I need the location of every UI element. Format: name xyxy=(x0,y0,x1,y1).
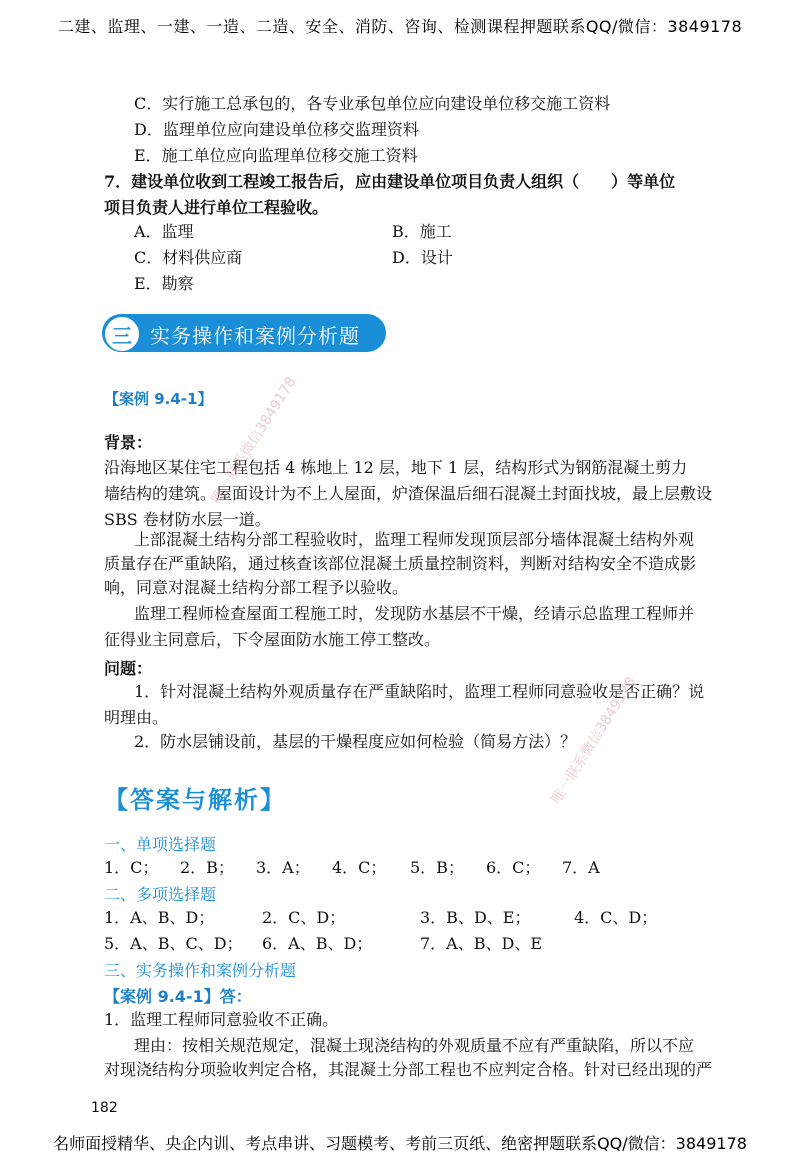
case-line: 沿海地区某住宅工程包括 4 栋地上 12 层，地下 1 层，结构形式为钢筋混凝土剪力 xyxy=(104,458,688,477)
case-answer-section-title: 三、实务操作和案例分析题 xyxy=(104,961,297,980)
single-answer: 3．A； xyxy=(256,858,310,877)
single-answer: 6．C； xyxy=(486,858,541,877)
case-line: 质量存在严重缺陷，通过核查该部位混凝土质量控制资料，判断对结构安全不造成影 xyxy=(104,554,697,573)
q7-option-e: E．勘察 xyxy=(134,274,194,293)
multi-answer: 5．A、B、C、D； xyxy=(104,934,243,953)
multi-answer: 6．A、B、D； xyxy=(262,934,373,953)
watermark: 唯一联系微信3849178 xyxy=(548,674,640,807)
q7-option-d: D．设计 xyxy=(392,248,453,267)
case-answer-line: 对现浇结构分项验收判定合格，其混凝土分部工程也不应判定合格。针对已经出现的严 xyxy=(104,1060,713,1079)
q7-option-c: C．材料供应商 xyxy=(134,248,243,267)
case-line: 墙结构的建筑。屋面设计为不上人屋面，炉渣保温后细石混凝土封面找坡，最上层敷设 xyxy=(104,484,713,503)
single-answer: 1．C； xyxy=(104,858,159,877)
q7-stem-line1: 7．建设单位收到工程竣工报告后，应由建设单位项目负责人组织（ ）等单位 xyxy=(104,172,676,191)
case-tag: 【案例 9.4-1】 xyxy=(104,390,213,408)
case-line: 征得业主同意后，下令屋面防水施工停工整改。 xyxy=(104,630,441,649)
question-line: 2．防水层铺设前，基层的干燥程度应如何检验（简易方法）？ xyxy=(134,732,577,751)
watermark: 唯一联系微信3849178 xyxy=(208,374,300,507)
multi-answer: 3．B、D、E； xyxy=(420,908,531,927)
question-label: 问题： xyxy=(104,659,153,678)
single-choice-title: 一、单项选择题 xyxy=(104,835,217,854)
case-answer-line: 1．监理工程师同意验收不正确。 xyxy=(104,1010,339,1029)
q7-option-a: A．监理 xyxy=(134,222,194,241)
case-line: 上部混凝土结构分部工程验收时，监理工程师发现顶层部分墙体混凝土结构外观 xyxy=(134,530,695,549)
multi-answer: 4．C、D； xyxy=(574,908,658,927)
case-answer-tag: 【案例 9.4-1】答： xyxy=(104,987,252,1006)
single-answer: 4．C； xyxy=(332,858,387,877)
q7-stem-line2: 项目负责人进行单位工程验收。 xyxy=(104,198,329,217)
q6-option-c: C．实行施工总承包的，各专业承包单位应向建设单位移交施工资料 xyxy=(134,94,611,113)
question-line: 1．针对混凝土结构外观质量存在严重缺陷时，监理工程师同意验收是否正确？说 xyxy=(134,682,705,701)
question-line: 明理由。 xyxy=(104,708,169,727)
multi-choice-title: 二、多项选择题 xyxy=(104,885,217,904)
q6-option-e: E．施工单位应向监理单位移交施工资料 xyxy=(134,146,418,165)
single-answer: 5．B； xyxy=(410,858,464,877)
page-footer-ad: 名师面授精华、央企内训、考点串讲、习题模考、考前三页纸、绝密押题联系QQ/微信：3849178 xyxy=(53,1134,747,1153)
case-line: 响，同意对混凝土结构分部工程予以验收。 xyxy=(104,578,409,597)
single-answer: 7．A xyxy=(562,858,600,877)
answers-title: 【答案与解析】 xyxy=(104,786,286,814)
section-number-badge: 三 xyxy=(104,316,140,352)
q7-option-b: B．施工 xyxy=(392,222,452,241)
section-title: 实务操作和案例分析题 xyxy=(150,324,360,348)
q6-option-d: D．监理单位应向建设单位移交监理资料 xyxy=(134,120,419,139)
case-line: SBS 卷材防水层一道。 xyxy=(104,510,271,529)
multi-answer: 7．A、B、D、E xyxy=(420,934,543,953)
multi-answer: 2．C、D； xyxy=(262,908,346,927)
case-answer-line: 理由：按相关规范规定，混凝土现浇结构的外观质量不应有严重缺陷，所以不应 xyxy=(134,1036,695,1055)
background-label: 背景： xyxy=(104,433,153,452)
page-header-ad: 二建、监理、一建、一造、二造、安全、消防、咨询、检测课程押题联系QQ/微信：3849178 xyxy=(57,17,743,36)
page-number: 182 xyxy=(91,1100,118,1116)
single-answer: 2．B； xyxy=(180,858,234,877)
multi-answer: 1．A、B、D； xyxy=(104,908,215,927)
case-line: 监理工程师检查屋面工程施工时，发现防水基层不干燥，经请示总监理工程师并 xyxy=(134,604,695,623)
